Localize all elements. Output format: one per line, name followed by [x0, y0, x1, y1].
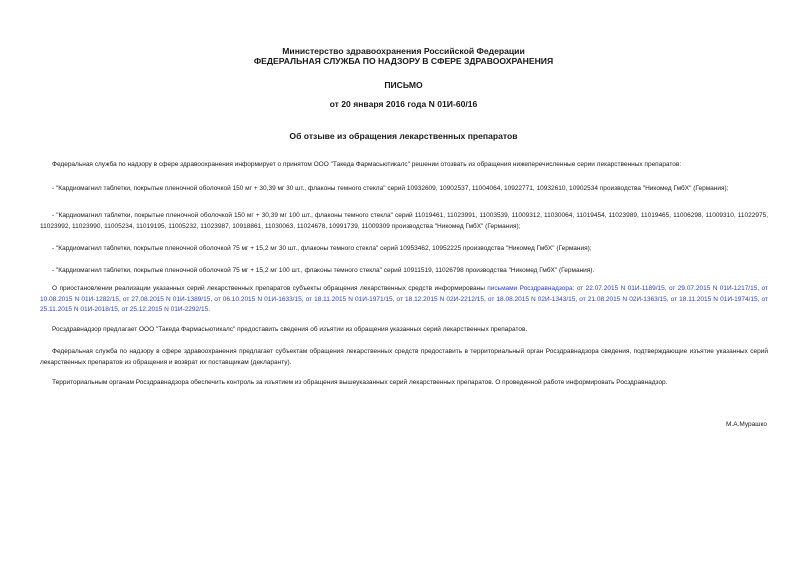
item-1-text: - "Кардиомагнил таблетки, покрытые пленочной оболочкой 150 мг + 30,39 мг 30 шт., флаконы темного стекла" серий 10932609, 10902537, 11004064, 10922771, 10932610, 10902534 производства "Никомед ГмбХ" (Германия); [52, 185, 729, 192]
federal-text: Федеральная служба по надзору в сфере здравоохранения предлагает субъектам обращения лекарственных средств предоставить в территориальный орган Росздравнадзора сведения, подтверждающие изъятие указанных серий лекарственных препаратов из обращения и возврат их поставщикам (декларанту). [40, 348, 768, 366]
ministry-name: Министерство здравоохранения Российской Федерации [282, 46, 525, 56]
item-3 [40, 244, 768, 255]
document-date-number: от 20 января 2016 года N 01И-60/16 [329, 99, 478, 109]
suspension-suffix: . [208, 306, 210, 314]
roszdrav-text: Росздравнадзор предлагает ООО "Такеда Фармасьютикалс" предоставить сведения об изъятии из обращения указанных серий лекарственных препаратов. [52, 326, 528, 333]
item-3-text: - "Кардиомагнил таблетки, покрытые пленочной оболочкой 75 мг + 15,2 мг 30 шт., флаконы темного стекла" серий 10953462, 10952225 производства "Никомед ГмбХ" (Германия); [52, 245, 592, 252]
federal-paragraph [40, 347, 768, 368]
service-name: ФЕДЕРАЛЬНАЯ СЛУЖБА ПО НАДЗОРУ В СФЕРЕ ЗДРАВООХРАНЕНИЯ [253, 56, 554, 66]
intro-paragraph [40, 160, 768, 171]
document-type: ПИСЬМО [384, 80, 423, 90]
item-2-text: - "Кардиомагнил таблетки, покрытые пленочной оболочкой 150 мг + 30,39 мг 100 шт., флаконы темного стекла" серий 11019461, 11023991, 11003539, 11009312, 11030064, 11019454, 11023989, 11019465, 11006298, 11009310, 11022975, 11023992, 11023990, 11005234, 11019195, 11005232, 11023987, 10918861, 11030063, 11024678, 10991739, 11009309 производства "Никомед ГмбХ" (Германия); [40, 212, 768, 230]
signature: М.А.Мурашко [725, 421, 767, 428]
roszdrav-letters-link[interactable]: письмами Росздравнадзора: от 22.07.2015 N 01И-1189/15, от 29.07.2015 N 01И-1217/15, от 10.08.2015 N 01И-1282/15, от 27.08.2015 N 01И-1389/15, от 06.10.2015 N 01И-1633/15, от 18.11.2015 N 01И-1971/15, от 18.12.2015 N 02И-2212/15, от 18.08.2015 N 02И-1343/15, от 21.08.2015 N 02И-1363/15, от 18.11.2015 N 01И-1974/15, от 25.11.2015 N 01И-2018/15, от 25.12.2015 N 01И-2292/15 [40, 285, 768, 314]
intro-text: Федеральная служба по надзору в сфере здравоохранения информирует о принятом ООО "Такеда Фармасьютикалс" решении отозвать из обращения нижеперечисленные серии лекарственных препаратов: [52, 161, 682, 168]
item-1 [40, 184, 768, 195]
document-title: Об отзыве из обращения лекарственных препаратов [289, 131, 518, 141]
item-4-text: - "Кардиомагнил таблетки, покрытые пленочной оболочкой 75 мг + 15,2 мг 100 шт., флаконы темного стекла" серий 10911519, 11026798 производства "Никомед ГмбХ" (Германия). [52, 267, 595, 274]
item-4 [40, 266, 768, 277]
territorial-paragraph [40, 378, 768, 389]
suspension-paragraph [40, 284, 768, 316]
item-2 [40, 211, 768, 232]
suspension-prefix: О приостановлении реализации указанных серий лекарственных препаратов субъекты обращения лекарственных средств информированы [52, 285, 488, 292]
territorial-text: Территориальным органам Росздравнадзора обеспечить контроль за изъятием из обращения вышеуказанных серий лекарственных препаратов. О проведенной работе информировать Росздравнадзор. [52, 379, 668, 386]
roszdrav-paragraph [40, 325, 768, 336]
